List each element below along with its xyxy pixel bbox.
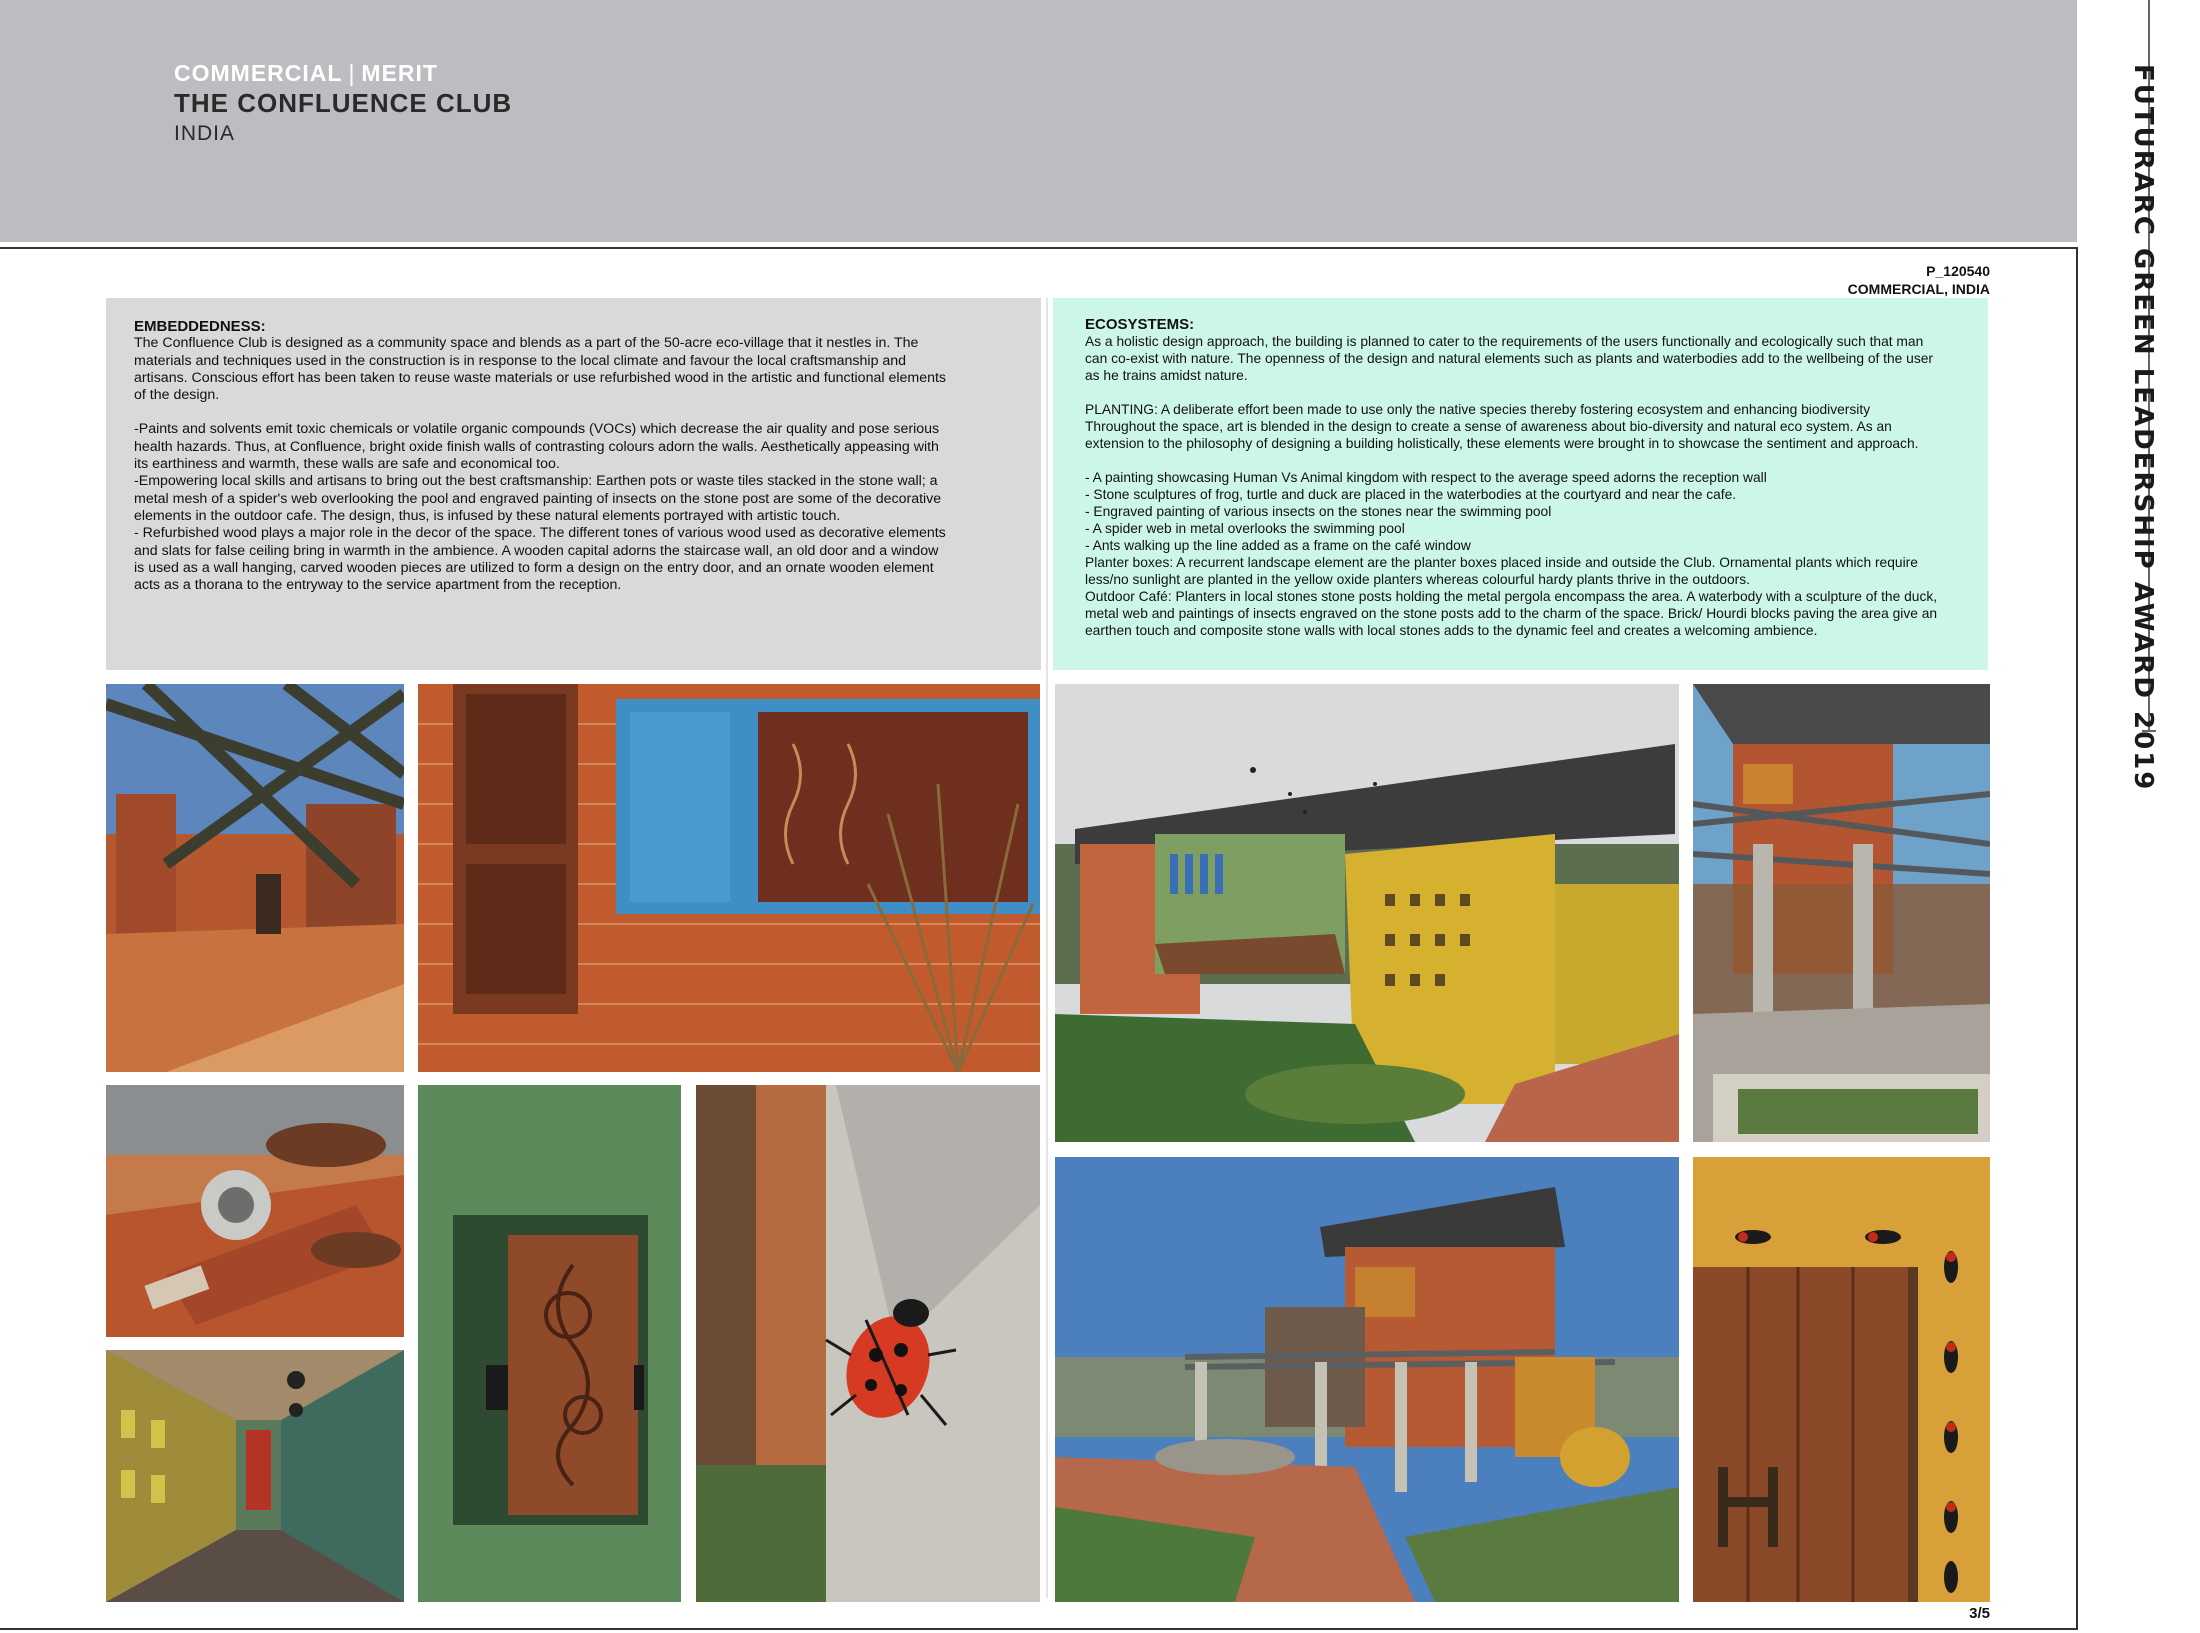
text-line: materials and techniques used in the construction is in response to the local climate and favour the local craftsmanship and bbox=[134, 352, 907, 369]
category-separator: | bbox=[348, 60, 356, 86]
text-line: metal mesh of a spider's web overlooking the pool and engraved painting of insects on the stone post are some of the decorative bbox=[134, 490, 942, 507]
photo-artisan-cutting-brick bbox=[106, 1085, 404, 1337]
photo-green-corridor bbox=[106, 1350, 404, 1602]
photo-pergola-pool bbox=[1693, 684, 1990, 1142]
ecosystems-planting bbox=[1085, 401, 1956, 452]
embeddedness-details bbox=[134, 421, 1013, 594]
side-award-title: FUTURARC GREEN LEADERSHIP AWARD 2019 bbox=[2128, 64, 2158, 792]
photo-club-building-aerial bbox=[1055, 684, 1679, 1142]
header-band bbox=[0, 0, 2077, 242]
text-line: less/no sunlight are planted in the yellow oxide planters whereas colourful hardy plants thrive in the outdoors. bbox=[1085, 572, 1750, 587]
text-line: As a holistic design approach, the building is planned to cater to the requirements of the users functionally and ecologically such that man bbox=[1085, 334, 1924, 349]
text-line: - A spider web in metal overlooks the swimming pool bbox=[1085, 521, 1405, 536]
text-line: - A painting showcasing Human Vs Animal kingdom with respect to the average speed adorns the reception wall bbox=[1085, 470, 1767, 485]
ecosystems-panel bbox=[1053, 298, 1988, 670]
text-line: can co-exist with nature. The openness of the design and natural elements such as plants and waterbodies add to the wellbeing of the user bbox=[1085, 351, 1934, 366]
text-line: health hazards. Thus, at Confluence, bright oxide finish walls of contrasting colours adorn the walls. Aesthetically appeasing with bbox=[134, 438, 939, 455]
text-line: as he trains amidst nature. bbox=[1085, 368, 1248, 383]
award-category: COMMERCIAL bbox=[174, 60, 343, 86]
photo-outdoor-cafe bbox=[1055, 1157, 1679, 1602]
award-category-line bbox=[174, 60, 438, 87]
photo-ladybug-sculpture bbox=[696, 1085, 1040, 1602]
text-line: - Ants walking up the line added as a frame on the café window bbox=[1085, 538, 1471, 553]
project-id-block bbox=[1848, 262, 1990, 298]
photo-ant-painted-door bbox=[1693, 1157, 1990, 1602]
text-line: Outdoor Café: Planters in local stones stone posts holding the metal pergola encompass the area. A waterbody with a sculpture of the duck, bbox=[1085, 589, 1938, 604]
text-line: -Empowering local skills and artisans to bring out the best craftsmanship: Earthen pots or waste tiles stacked in the stone wall; a bbox=[134, 473, 938, 490]
project-id: P_120540 bbox=[1926, 263, 1990, 279]
text-line: artisans. Conscious effort has been taken to reuse waste materials or use refurbished wood in the artistic and functional elements bbox=[134, 369, 947, 386]
embeddedness-heading: EMBEDDEDNESS: bbox=[134, 318, 266, 335]
column-divider bbox=[1046, 298, 1048, 1598]
text-line: extension to the philosophy of designing a building holistically, these elements were brought in to showcase the sentiment and approach. bbox=[1085, 436, 1919, 451]
project-category: COMMERCIAL, INDIA bbox=[1847, 281, 1990, 297]
text-line: - Engraved painting of various insects on the stones near the swimming pool bbox=[1085, 504, 1552, 519]
text-line: earthen touch and composite stone walls with local stones adds to the dynamic feel and creates a welcoming ambience. bbox=[1085, 623, 1818, 638]
text-line: Throughout the space, art is blended in the design to create a sense of awareness about bio-diversity and natural eco system. As an bbox=[1085, 419, 1892, 434]
embeddedness-intro bbox=[134, 335, 1013, 404]
project-title: THE CONFLUENCE CLUB bbox=[174, 88, 513, 118]
text-line: -Paints and solvents emit toxic chemicals or volatile organic compounds (VOCs) which decrease the air quality and pose serious bbox=[134, 421, 940, 438]
text-line: of the design. bbox=[134, 387, 220, 404]
text-line: The Confluence Club is designed as a community space and blends as a part of the 50-acre eco-village that it nestles in. The bbox=[134, 335, 919, 352]
award-level: MERIT bbox=[361, 60, 438, 86]
text-line: its earthiness and warmth, these walls are safe and economical too. bbox=[134, 456, 560, 473]
photo-carved-wooden-niche bbox=[418, 1085, 681, 1602]
text-line: is used as a wall hanging, carved wooden pieces are utilized to form a design on the entry door, and an ornate wooden element bbox=[134, 559, 934, 576]
text-line: PLANTING: A deliberate effort been made to use only the native species thereby fostering ecosystem and enhancing biodiversity bbox=[1085, 402, 1871, 417]
ecosystems-list bbox=[1085, 469, 1956, 639]
text-line: - Stone sculptures of frog, turtle and duck are placed in the waterbodies at the courtyard and near the cafe. bbox=[1085, 487, 1737, 502]
text-line: - Refurbished wood plays a major role in the decor of the space. The different tones of various wood used as decorative elements bbox=[134, 525, 946, 542]
photo-pergola-courtyard bbox=[106, 684, 404, 1072]
embeddedness-panel bbox=[106, 298, 1041, 670]
photo-blue-window-brick-wall bbox=[418, 684, 1040, 1072]
text-line: Planter boxes: A recurrent landscape element are the planter boxes placed inside and outside the Club. Ornamental plants which require bbox=[1085, 555, 1918, 570]
text-line: metal web and paintings of insects engraved on the stone posts add to the charm of the space. Brick/ Hourdi blocks paving the area give an bbox=[1085, 606, 1938, 621]
text-line: and slats for false ceiling bring in warmth in the ambience. A wooden capital adorns the staircase wall, an old door and a window bbox=[134, 542, 939, 559]
text-line: elements in the outdoor cafe. The design, thus, is infused by these natural elements portrayed with artistic touch. bbox=[134, 507, 841, 524]
ecosystems-heading: ECOSYSTEMS: bbox=[1085, 316, 1195, 333]
page-number: 3/5 bbox=[1969, 1605, 1990, 1622]
project-country: INDIA bbox=[174, 122, 236, 145]
text-line: acts as a thorana to the entryway to the service apartment from the reception. bbox=[134, 577, 622, 594]
ecosystems-intro bbox=[1085, 333, 1956, 384]
